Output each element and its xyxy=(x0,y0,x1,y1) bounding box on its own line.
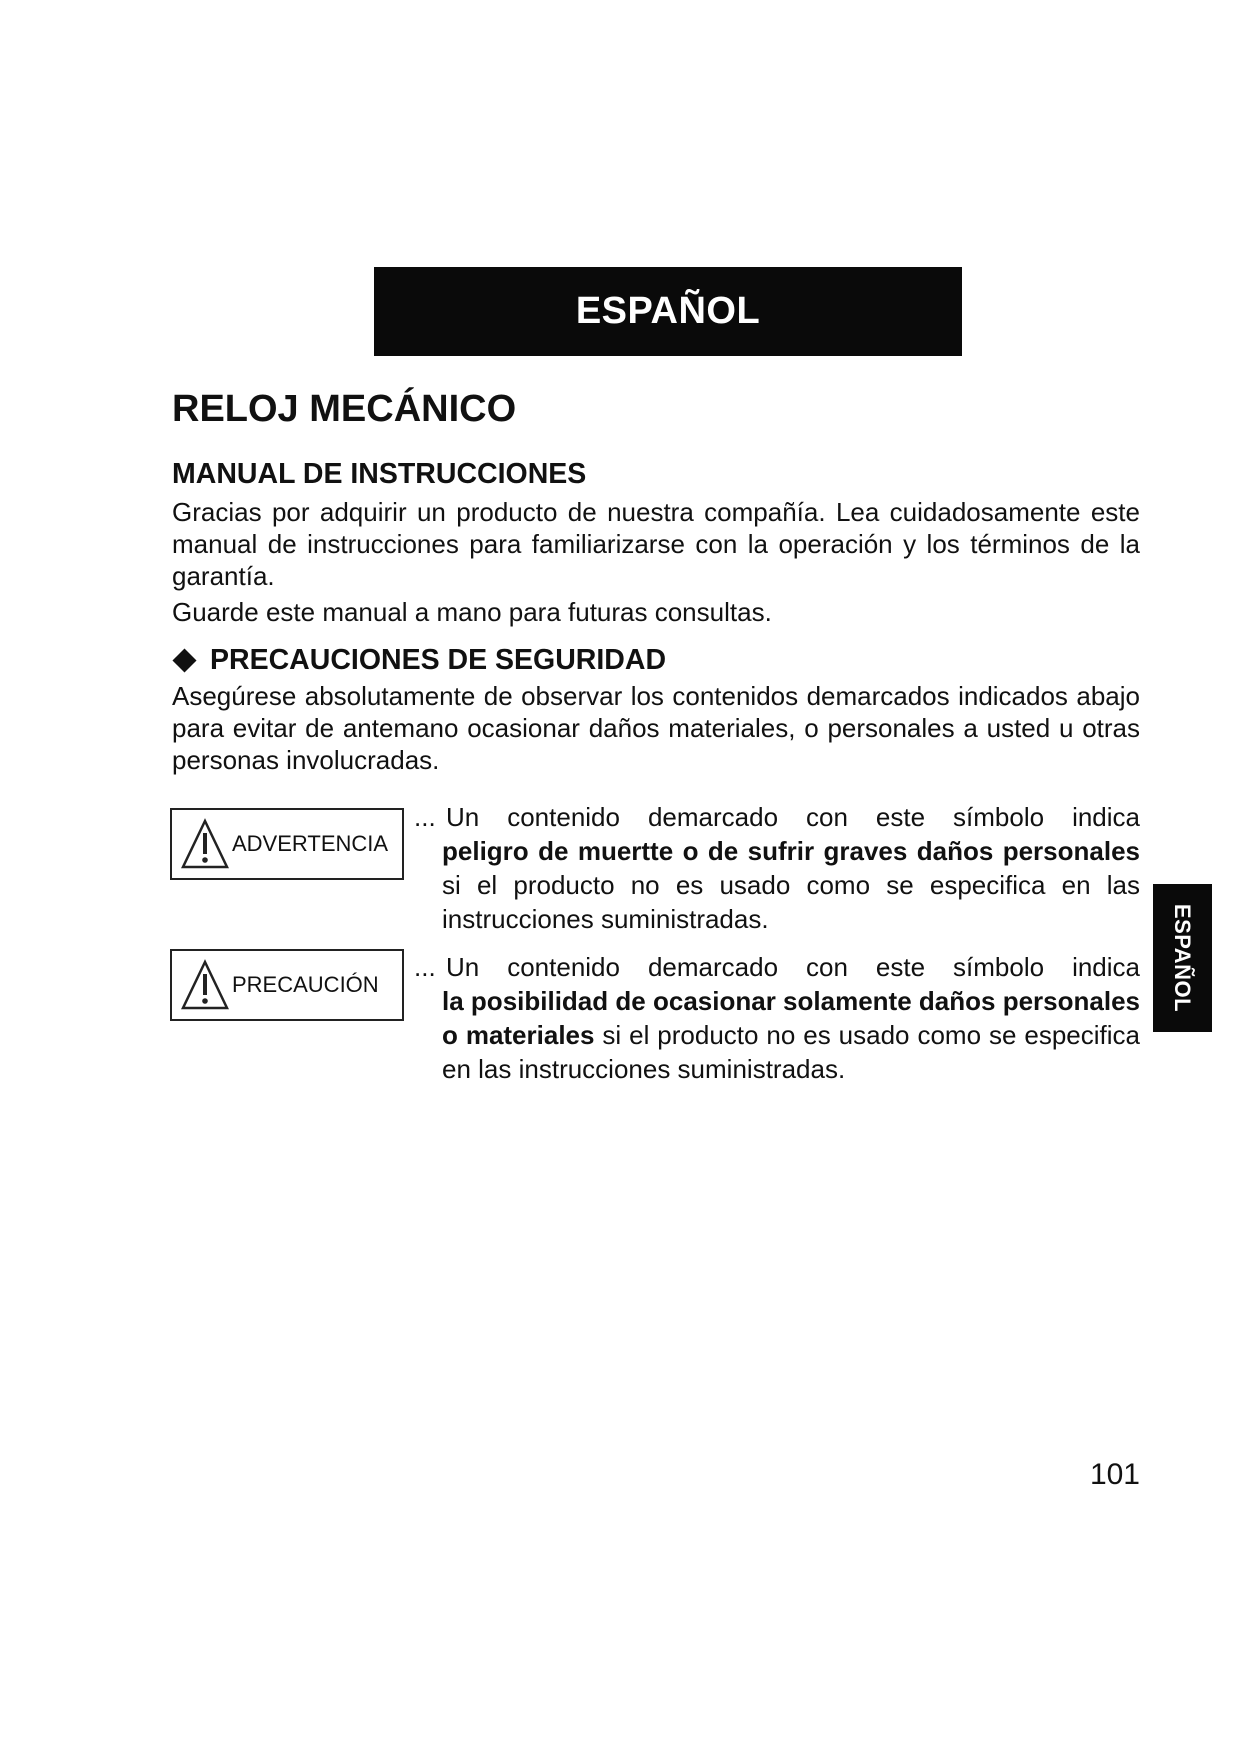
warning-definition-body xyxy=(414,834,1140,936)
language-banner-text: ESPAÑOL xyxy=(575,290,761,332)
warning-definition-first-line: Un contenido demarcado con este símbolo indica xyxy=(446,802,1140,832)
warning-triangle-icon xyxy=(180,818,230,870)
warning-symbol-box xyxy=(170,808,404,880)
warning-triangle-icon xyxy=(180,959,230,1011)
diamond-bullet-icon xyxy=(172,648,196,672)
language-side-tab xyxy=(1153,884,1212,1032)
safety-intro-text: Asegúrese absolutamente de observar los contenidos demarcados indicados abajo para evitar de antemano ocasionar daños materiales, o personales a usted u otras personas involucradas. xyxy=(172,681,1140,775)
manual-intro-text: Gracias por adquirir un producto de nuestra compañía. Lea cuidadosamente este manual de instrucciones para familiarizarse con la operación y los términos de la garantía. xyxy=(172,497,1140,591)
language-side-tab-text: ESPAÑOL xyxy=(1170,903,1196,1013)
caution-definition-emphasis: la posibilidad de ocasionar solamente daños personales o materiales xyxy=(442,986,1140,1050)
caution-definition-lead: ... xyxy=(414,952,436,982)
warning-definition-rest: si el producto no es usado como se especifica en las instrucciones suministradas. xyxy=(442,870,1140,934)
warning-definition-emphasis: peligro de muertte o de sufrir graves daños personales xyxy=(442,836,1140,866)
safety-heading-text: PRECAUCIONES DE SEGURIDAD xyxy=(210,644,667,676)
caution-symbol-box xyxy=(170,949,404,1021)
warning-label: ADVERTENCIA xyxy=(232,831,389,856)
caution-definition xyxy=(414,950,1140,1086)
caution-definition-body xyxy=(414,984,1140,1086)
caution-definition-first-line: Un contenido demarcado con este símbolo indica xyxy=(446,952,1140,982)
page-number: 101 xyxy=(1089,1458,1140,1491)
warning-definition-lead: ... xyxy=(414,802,436,832)
safety-heading xyxy=(172,644,666,677)
warning-definition xyxy=(414,800,1140,936)
caution-definition-rest: si el producto no es usado como se especifica en las instrucciones suministradas. xyxy=(442,1020,1140,1084)
caution-label: PRECAUCIÓN xyxy=(232,972,379,997)
language-banner xyxy=(374,267,962,356)
manual-heading: MANUAL DE INSTRUCCIONES xyxy=(172,458,587,490)
manual-keep-note: Guarde este manual a mano para futuras consultas. xyxy=(172,597,772,627)
page-title: RELOJ MECÁNICO xyxy=(172,388,517,430)
